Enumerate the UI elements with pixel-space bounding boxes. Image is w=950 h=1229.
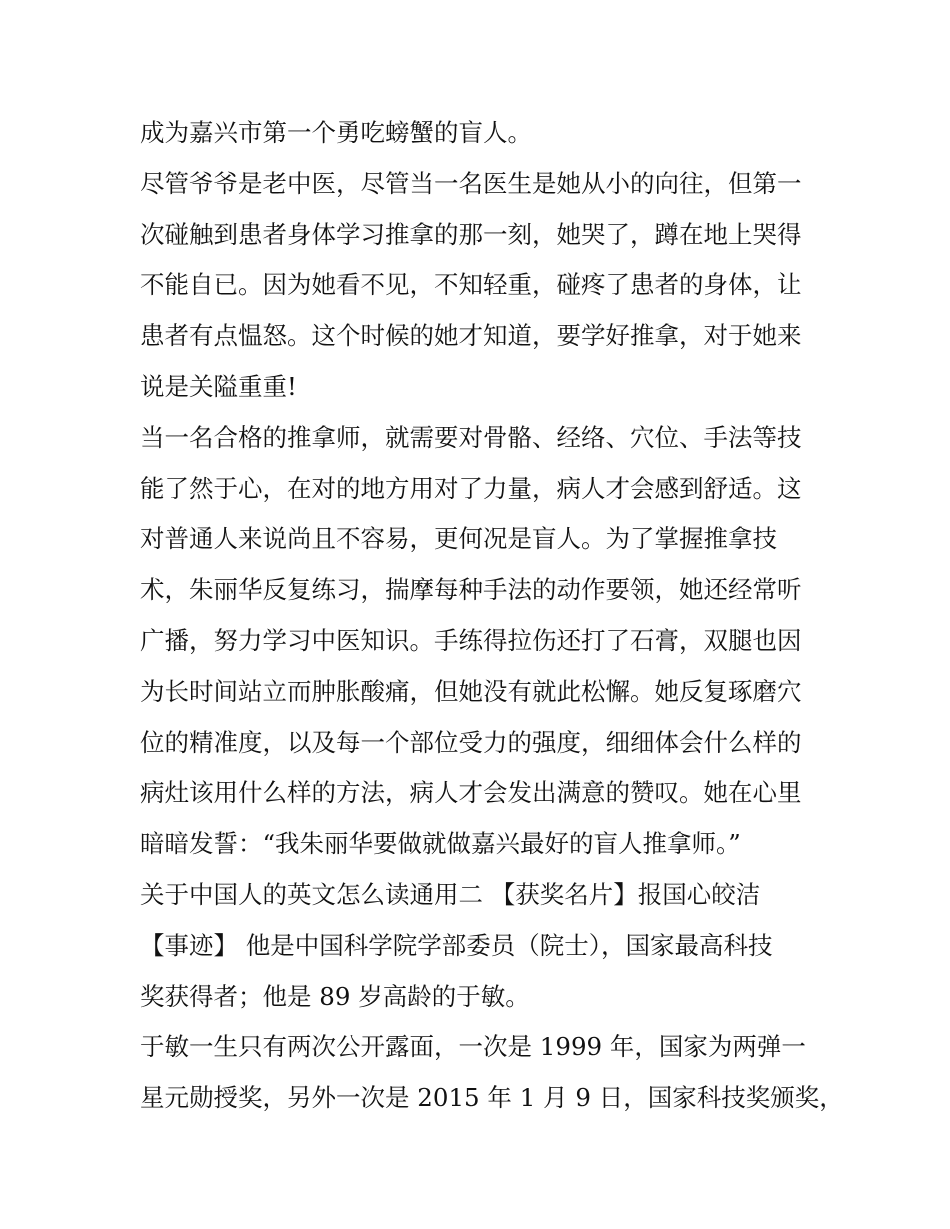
text-line: 能了然于心，在对的地方用对了力量，病人才会感到舒适。这 <box>140 473 802 503</box>
text-line: 患者有点愠怒。这个时候的她才知道，要学好推拿，对于她来 <box>140 321 802 351</box>
body-text <box>140 108 844 1124</box>
text-line: 术，朱丽华反复练习，揣摩每种手法的动作要领，她还经常听 <box>140 575 802 605</box>
text-line: 不能自已。因为她看不见，不知轻重，碰疼了患者的身体，让 <box>140 270 802 300</box>
text-line: 当一名合格的推拿师，就需要对骨骼、经络、穴位、手法等技 <box>140 422 802 452</box>
text-line: 说是关隘重重! <box>140 371 297 401</box>
text-line: 星元勋授奖，另外一次是 2015 年 1 月 9 日，国家科技奖颁奖， <box>140 1083 844 1113</box>
text-line: 对普通人来说尚且不容易，更何况是盲人。为了掌握推拿技 <box>140 524 777 554</box>
text-line: 病灶该用什么样的方法，病人才会发出满意的赞叹。她在心里 <box>140 778 802 808</box>
text-line: 广播，努力学习中医知识。手练得拉伤还打了石膏，双腿也因 <box>140 625 802 655</box>
text-line: 于敏一生只有两次公开露面，一次是 1999 年，国家为两弹一 <box>140 1032 806 1062</box>
text-line: 尽管爷爷是老中医，尽管当一名医生是她从小的向往，但第一 <box>140 168 802 198</box>
text-line: 关于中国人的英文怎么读通用二 【获奖名片】报国心皎洁 <box>140 879 761 909</box>
text-line: 成为嘉兴市第一个勇吃螃蟹的盲人。 <box>140 118 532 147</box>
text-line: 次碰触到患者身体学习推拿的那一刻，她哭了，蹲在地上哭得 <box>140 219 802 249</box>
text-line: 【事迹】 他是中国科学院学部委员（院士），国家最高科技 <box>140 930 773 960</box>
text-line: 为长时间站立而肿胀酸痛，但她没有就此松懈。她反复琢磨穴 <box>140 676 802 706</box>
text-line: 奖获得者；他是 89 岁高龄的于敏。 <box>140 981 530 1011</box>
text-line: 位的精准度，以及每一个部位受力的强度，细细体会什么样的 <box>140 727 802 757</box>
text-line: 暗暗发誓：“我朱丽华要做就做嘉兴最好的盲人推拿师。” <box>140 829 741 859</box>
